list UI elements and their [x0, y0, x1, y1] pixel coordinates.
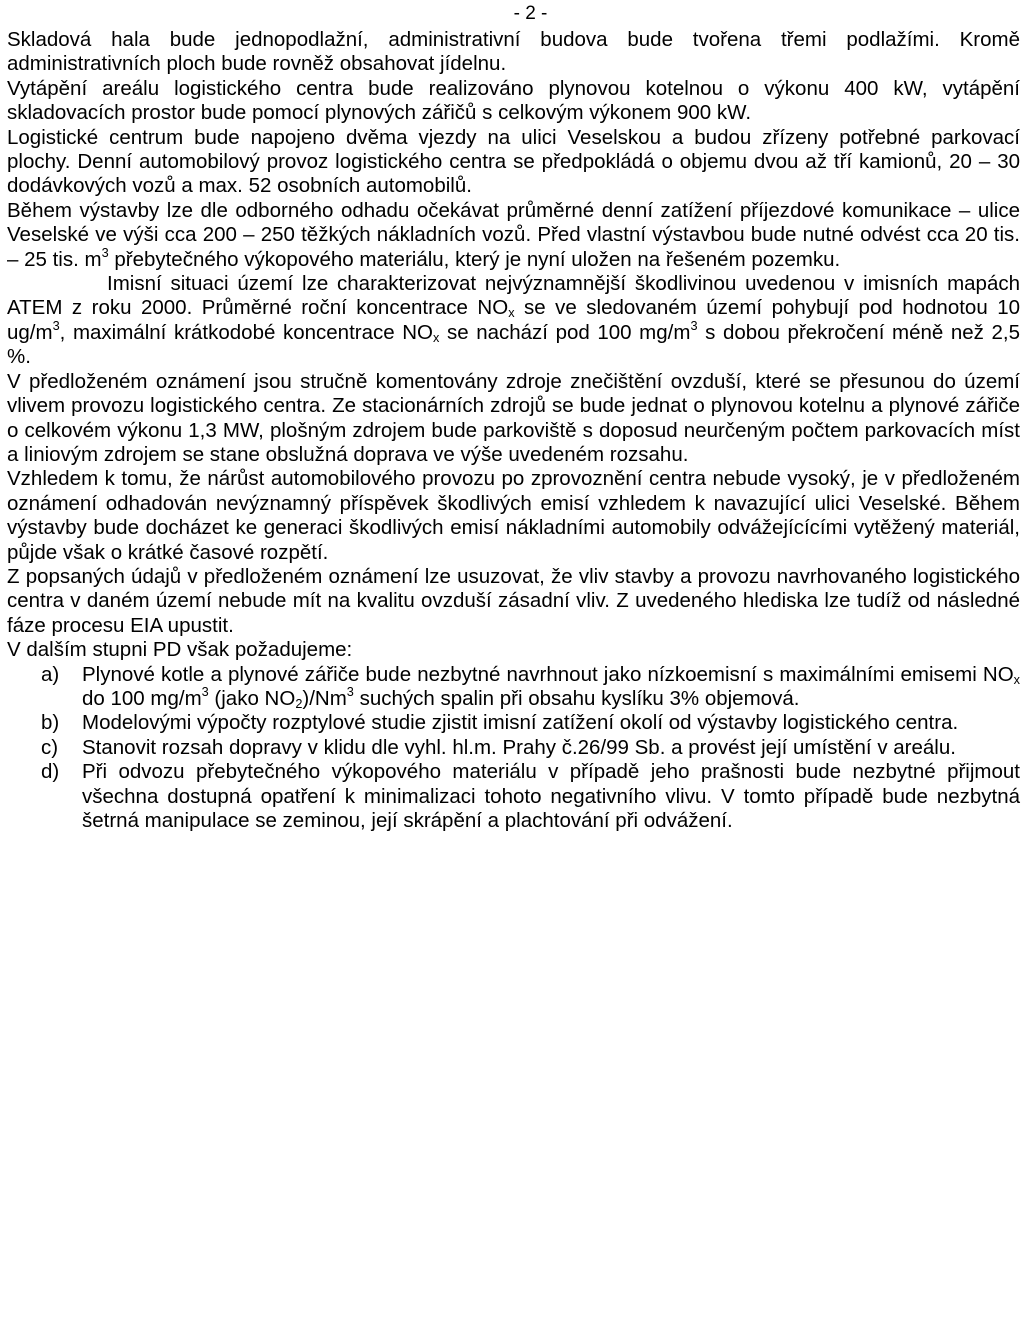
list-marker: a) — [41, 662, 60, 686]
document-page — [7, 0, 1020, 833]
superscript: 3 — [690, 317, 698, 333]
requirements-list — [7, 663, 1020, 834]
list-item — [7, 663, 1020, 712]
text-segment: )/Nm — [302, 686, 347, 710]
superscript: 3 — [201, 684, 209, 700]
paragraph-traffic: Logistické centrum bude napojeno dvěma vjezdy na ulici Veselskou a budou zřízeny potřebné parkovací plochy. Denní automobilový provoz logistického centra se předpokládá o objemu dvou až tří kamionů, 20 – 30 dodávkových vozů a max. 52 osobních automobilů. — [7, 125, 1020, 198]
text-segment: suchých spalin při obsahu kyslíku 3% objemová. — [353, 686, 800, 710]
subscript: x — [433, 330, 440, 346]
paragraph-emissions-contribution: Vzhledem k tomu, že nárůst automobilového provozu po zprovoznění centra nebude vysoký, je v předloženém oznámení odhadován nevýznamný příspěvek škodlivých emisí vzhledem k navazující ulici Veselské. Během výstavby bude docházet ke generaci škodlivých emisí nákladními automobily odvážejícícími vytěžený materiál, půjde však o krátké časové rozpětí. — [7, 467, 1020, 564]
text-segment: Během výstavby lze dle odborného odhadu očekávat průměrné denní zatížení příjezdové komunikace – ulice Veselské ve výši cca 200 – 250 těžkých nákladních vozů. Před vlastní výstavbou bude nutné odvést cca 20 tis. – 25 tis. m — [7, 198, 1020, 271]
text-segment: se nachází pod 100 mg/m — [439, 320, 691, 344]
list-item-text: Stanovit rozsah dopravy v klidu dle vyhl. hl.m. Prahy č.26/99 Sb. a provést její umístění v areálu. — [82, 735, 956, 759]
superscript: 3 — [52, 317, 60, 333]
list-item-text: Modelovými výpočty rozptylové studie zjistit imisní zatížení okolí od výstavby logistického centra. — [82, 711, 959, 735]
text-segment: přebytečného výkopového materiálu, který je nyní uložen na řešeném pozemku. — [108, 247, 841, 271]
list-item — [7, 736, 1020, 760]
text-segment: , maximální krátkodobé koncentrace NO — [59, 320, 433, 344]
list-item — [7, 711, 1020, 735]
subscript: 2 — [295, 696, 303, 712]
paragraph-construction — [7, 199, 1020, 272]
paragraph-pollution-sources: V předloženém oznámení jsou stručně komentovány zdroje znečištění ovzduší, které se přesunou do území vlivem provozu logistického centra. Ze stacionárních zdrojů se bude jednat o plynovou kotelnu a plynové zářiče o celkovém výkonu 1,3 MW, plošným zdrojem bude parkoviště s doposud neurčeným počtem parkovacích míst a liniovým zdrojem se stane obslužná doprava ve výše uvedeném rozsahu. — [7, 369, 1020, 466]
text-segment: Imisní situaci území lze charakterizovat nejvýznamnější škodlivinou uvedenou v imisních mapách ATEM z roku 2000. Průměrné roční koncentrace NO — [7, 272, 1020, 320]
subscript: x — [508, 305, 515, 321]
list-item-text: Při odvozu přebytečného výkopového materiálu v případě jeho prašnosti bude nezbytné přijmout všechna dostupná opatření k minimalizaci tohoto negativního vlivu. V tomto případě bude nezbytná šetrná manipulace se zeminou, její skrápění a plachtování při odvážení. — [82, 760, 1020, 832]
superscript: 3 — [346, 684, 354, 700]
paragraph-conclusion: Z popsaných údajů v předloženém oznámení lze usuzovat, že vliv stavby a provozu navrhovaného logistického centra v daném území nebude mít na kvalitu ovzduší zásadní vliv. Z uvedeného hlediska lze tudíž od následné fáze procesu EIA upustit. — [7, 564, 1020, 637]
list-marker: c) — [41, 735, 59, 759]
list-marker: b) — [41, 711, 60, 735]
list-item — [7, 760, 1020, 833]
paragraph-building-structure: Skladová hala bude jednopodlažní, administrativní budova bude tvořena třemi podlažími. Kromě administrativních ploch bude rovněž obsahovat jídelnu. — [7, 28, 1020, 76]
text-segment: s dobou překročení méně než 2,5 %. — [7, 320, 1021, 369]
paragraph-immission-situation — [7, 272, 1020, 370]
list-marker: d) — [41, 760, 60, 784]
page-number: - 2 - — [513, 3, 548, 24]
subscript: x — [1013, 671, 1020, 687]
text-segment: (jako NO — [208, 686, 296, 710]
superscript: 3 — [101, 244, 109, 260]
requirements-intro: V dalším stupni PD však požadujeme: — [7, 638, 353, 662]
paragraph-heating: Vytápění areálu logistického centra bude realizováno plynovou kotelnou o výkonu 400 kW, vytápění skladovacích prostor bude pomocí plynových zářičů s celkovým výkonem 900 kW. — [7, 76, 1020, 125]
text-segment: se ve sledovaném území pohybují pod hodnotou 10 ug/m — [7, 296, 1021, 344]
text-segment: do 100 mg/m — [82, 686, 202, 710]
text-segment: Plynové kotle a plynové zářiče bude nezbytné navrhnout jako nízkoemisní s maximálními emisemi NO — [82, 662, 1014, 686]
